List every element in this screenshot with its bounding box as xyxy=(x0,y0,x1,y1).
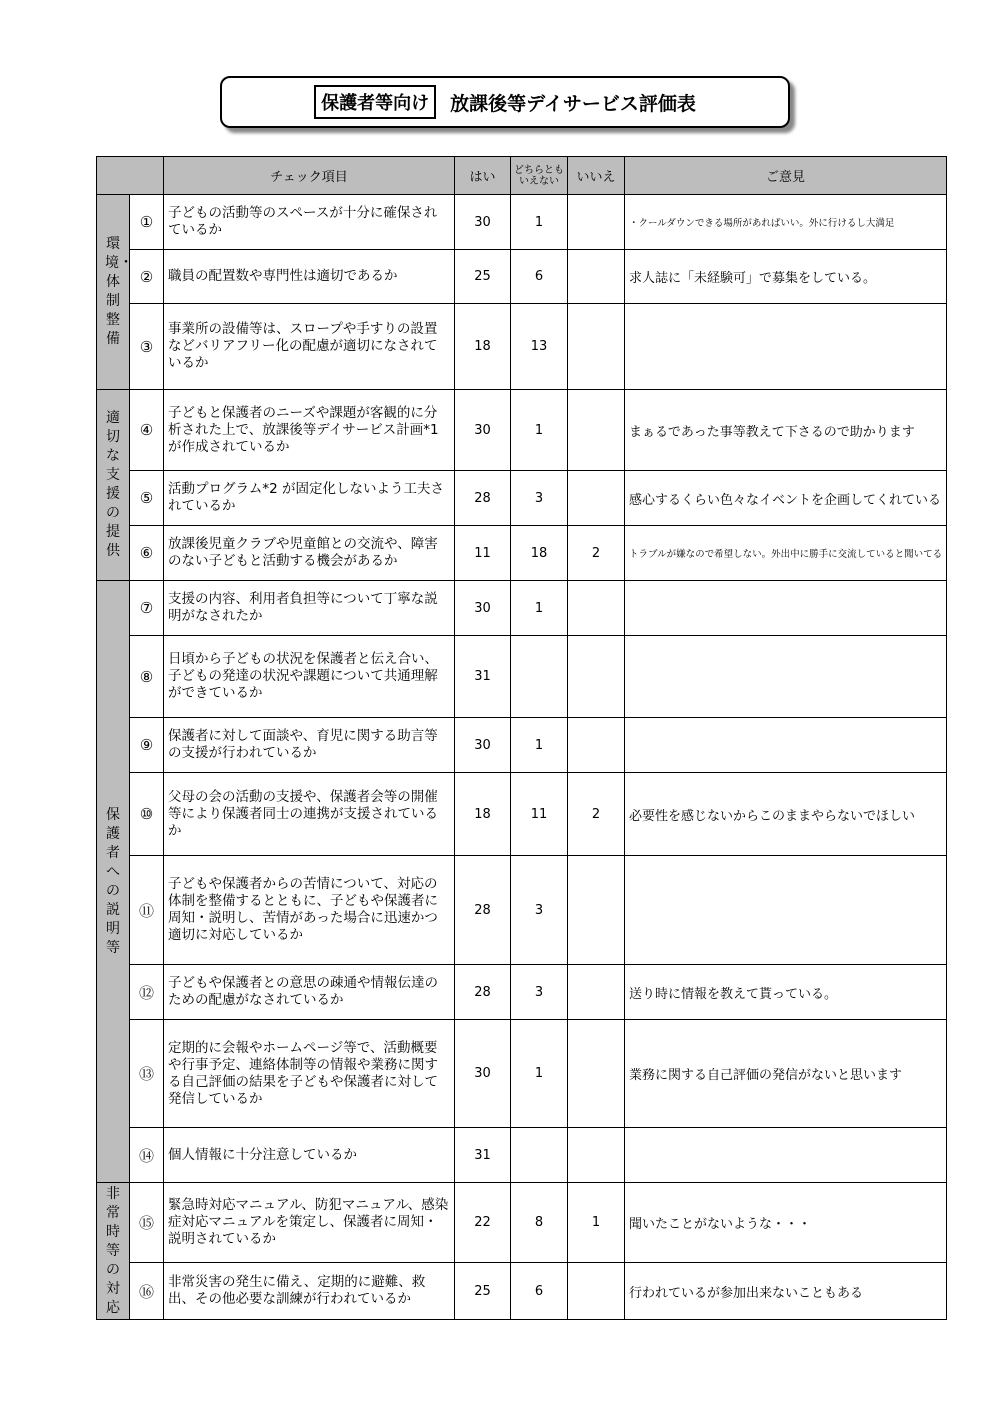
check-item: 日頃から子どもの状況を保護者と伝え合い、子どもの発達の状況や課題について共通理解ができているか xyxy=(164,636,455,718)
yes-count: 30 xyxy=(455,581,511,636)
table-row xyxy=(97,581,947,636)
check-item: 活動プログラム*2 が固定化しないよう工夫されているか xyxy=(164,471,455,526)
check-item: 職員の配置数や専門性は適切であるか xyxy=(164,250,455,304)
header-opinion: ご意見 xyxy=(625,157,947,195)
table-row xyxy=(97,526,947,581)
neither-count xyxy=(511,636,568,718)
neither-count: 1 xyxy=(511,581,568,636)
yes-count: 30 xyxy=(455,195,511,250)
check-item: 保護者に対して面談や、育児に関する助言等の支援が行われているか xyxy=(164,718,455,773)
neither-count xyxy=(511,1128,568,1183)
yes-count: 11 xyxy=(455,526,511,581)
section-label: 保護者への説明等 xyxy=(97,581,130,1183)
header-row xyxy=(97,157,947,195)
opinion: まぁるであった事等教えて下さるので助かります xyxy=(625,390,947,471)
check-item: 支援の内容、利用者負担等について丁寧な説明がなされたか xyxy=(164,581,455,636)
yes-count: 25 xyxy=(455,250,511,304)
yes-count: 22 xyxy=(455,1183,511,1263)
no-count xyxy=(568,471,625,526)
no-count xyxy=(568,1128,625,1183)
neither-count: 11 xyxy=(511,773,568,856)
row-number: ④ xyxy=(130,390,164,471)
section-label: 適切な支援の提供 xyxy=(97,390,130,581)
check-item: 放課後児童クラブや児童館との交流や、障害のない子どもと活動する機会があるか xyxy=(164,526,455,581)
yes-count: 18 xyxy=(455,773,511,856)
yes-count: 25 xyxy=(455,1263,511,1320)
no-count xyxy=(568,718,625,773)
row-number: ⑮ xyxy=(130,1183,164,1263)
title-tag: 保護者等向け xyxy=(314,85,436,119)
opinion: 送り時に情報を教えて貰っている。 xyxy=(625,965,947,1020)
check-item: 個人情報に十分注意しているか xyxy=(164,1128,455,1183)
no-count xyxy=(568,856,625,965)
table-row xyxy=(97,304,947,390)
opinion: 求人誌に「未経験可」で募集をしている。 xyxy=(625,250,947,304)
section-label: 非常時等の対応 xyxy=(97,1183,130,1320)
check-item: 子どもや保護者との意思の疎通や情報伝達のための配慮がなされているか xyxy=(164,965,455,1020)
yes-count: 28 xyxy=(455,965,511,1020)
header-blank xyxy=(97,157,164,195)
yes-count: 31 xyxy=(455,636,511,718)
neither-count: 13 xyxy=(511,304,568,390)
table-row xyxy=(97,773,947,856)
table-row xyxy=(97,965,947,1020)
neither-count: 1 xyxy=(511,718,568,773)
row-number: ⑭ xyxy=(130,1128,164,1183)
no-count xyxy=(568,1263,625,1320)
table-row xyxy=(97,1020,947,1128)
no-count: 2 xyxy=(568,526,625,581)
opinion: ・クールダウンできる場所があればいい。外に行けるし大満足 xyxy=(625,195,947,250)
row-number: ⑥ xyxy=(130,526,164,581)
check-item: 非常災害の発生に備え、定期的に避難、救出、その他必要な訓練が行われているか xyxy=(164,1263,455,1320)
section-label: 環境・体制整備 xyxy=(97,195,130,390)
check-item: 子どもや保護者からの苦情について、対応の体制を整備するとともに、子どもや保護者に周知・説明し、苦情があった場合に迅速かつ適切に対応しているか xyxy=(164,856,455,965)
header-no: いいえ xyxy=(568,157,625,195)
opinion: 業務に関する自己評価の発信がないと思います xyxy=(625,1020,947,1128)
neither-count: 6 xyxy=(511,250,568,304)
row-number: ③ xyxy=(130,304,164,390)
table-row xyxy=(97,1128,947,1183)
neither-count: 3 xyxy=(511,471,568,526)
opinion xyxy=(625,1128,947,1183)
row-number: ⑨ xyxy=(130,718,164,773)
opinion xyxy=(625,856,947,965)
check-item: 事業所の設備等は、スロープや手すりの設置などバリアフリー化の配慮が適切になされているか xyxy=(164,304,455,390)
opinion: 必要性を感じないからこのままやらないでほしい xyxy=(625,773,947,856)
table-row xyxy=(97,636,947,718)
neither-count: 18 xyxy=(511,526,568,581)
yes-count: 28 xyxy=(455,856,511,965)
opinion: トラブルが嫌なので希望しない。外出中に勝手に交流していると聞いてる xyxy=(625,526,947,581)
neither-count: 6 xyxy=(511,1263,568,1320)
yes-count: 30 xyxy=(455,390,511,471)
row-number: ② xyxy=(130,250,164,304)
row-number: ⑬ xyxy=(130,1020,164,1128)
header-yes: はい xyxy=(455,157,511,195)
opinion: 感心するくらい色々なイベントを企画してくれている xyxy=(625,471,947,526)
neither-count: 1 xyxy=(511,195,568,250)
table-row xyxy=(97,718,947,773)
yes-count: 31 xyxy=(455,1128,511,1183)
header-neither: どちらとも いえない xyxy=(511,157,568,195)
no-count xyxy=(568,250,625,304)
neither-count: 1 xyxy=(511,390,568,471)
row-number: ⑯ xyxy=(130,1263,164,1320)
no-count xyxy=(568,195,625,250)
table-row xyxy=(97,390,947,471)
no-count: 1 xyxy=(568,1183,625,1263)
row-number: ⑩ xyxy=(130,773,164,856)
neither-count: 3 xyxy=(511,856,568,965)
table-row xyxy=(97,856,947,965)
opinion xyxy=(625,636,947,718)
title-box xyxy=(220,76,790,128)
yes-count: 30 xyxy=(455,718,511,773)
row-number: ⑤ xyxy=(130,471,164,526)
opinion xyxy=(625,718,947,773)
neither-count: 8 xyxy=(511,1183,568,1263)
opinion xyxy=(625,304,947,390)
no-count xyxy=(568,636,625,718)
opinion: 行われているが参加出来ないこともある xyxy=(625,1263,947,1320)
row-number: ⑫ xyxy=(130,965,164,1020)
no-count xyxy=(568,304,625,390)
row-number: ⑦ xyxy=(130,581,164,636)
row-number: ⑧ xyxy=(130,636,164,718)
neither-count: 1 xyxy=(511,1020,568,1128)
table-row xyxy=(97,195,947,250)
page-title: 放課後等デイサービス評価表 xyxy=(450,92,696,115)
evaluation-table xyxy=(96,156,947,1320)
check-item: 子どもの活動等のスペースが十分に確保されているか xyxy=(164,195,455,250)
row-number: ① xyxy=(130,195,164,250)
yes-count: 28 xyxy=(455,471,511,526)
no-count xyxy=(568,965,625,1020)
row-number: ⑪ xyxy=(130,856,164,965)
check-item: 父母の会の活動の支援や、保護者会等の開催等により保護者同士の連携が支援されているか xyxy=(164,773,455,856)
yes-count: 18 xyxy=(455,304,511,390)
no-count xyxy=(568,390,625,471)
table-row xyxy=(97,1263,947,1320)
no-count: 2 xyxy=(568,773,625,856)
opinion xyxy=(625,581,947,636)
neither-count: 3 xyxy=(511,965,568,1020)
yes-count: 30 xyxy=(455,1020,511,1128)
check-item: 子どもと保護者のニーズや課題が客観的に分析された上で、放課後等デイサービス計画*1 が作成されているか xyxy=(164,390,455,471)
no-count xyxy=(568,581,625,636)
table-row xyxy=(97,250,947,304)
no-count xyxy=(568,1020,625,1128)
table-row xyxy=(97,471,947,526)
opinion: 聞いたことがないような・・・ xyxy=(625,1183,947,1263)
header-item: チェック項目 xyxy=(164,157,455,195)
check-item: 緊急時対応マニュアル、防犯マニュアル、感染症対応マニュアルを策定し、保護者に周知・説明されているか xyxy=(164,1183,455,1263)
table-row xyxy=(97,1183,947,1263)
check-item: 定期的に会報やホームページ等で、活動概要や行事予定、連絡体制等の情報や業務に関する自己評価の結果を子どもや保護者に対して発信しているか xyxy=(164,1020,455,1128)
